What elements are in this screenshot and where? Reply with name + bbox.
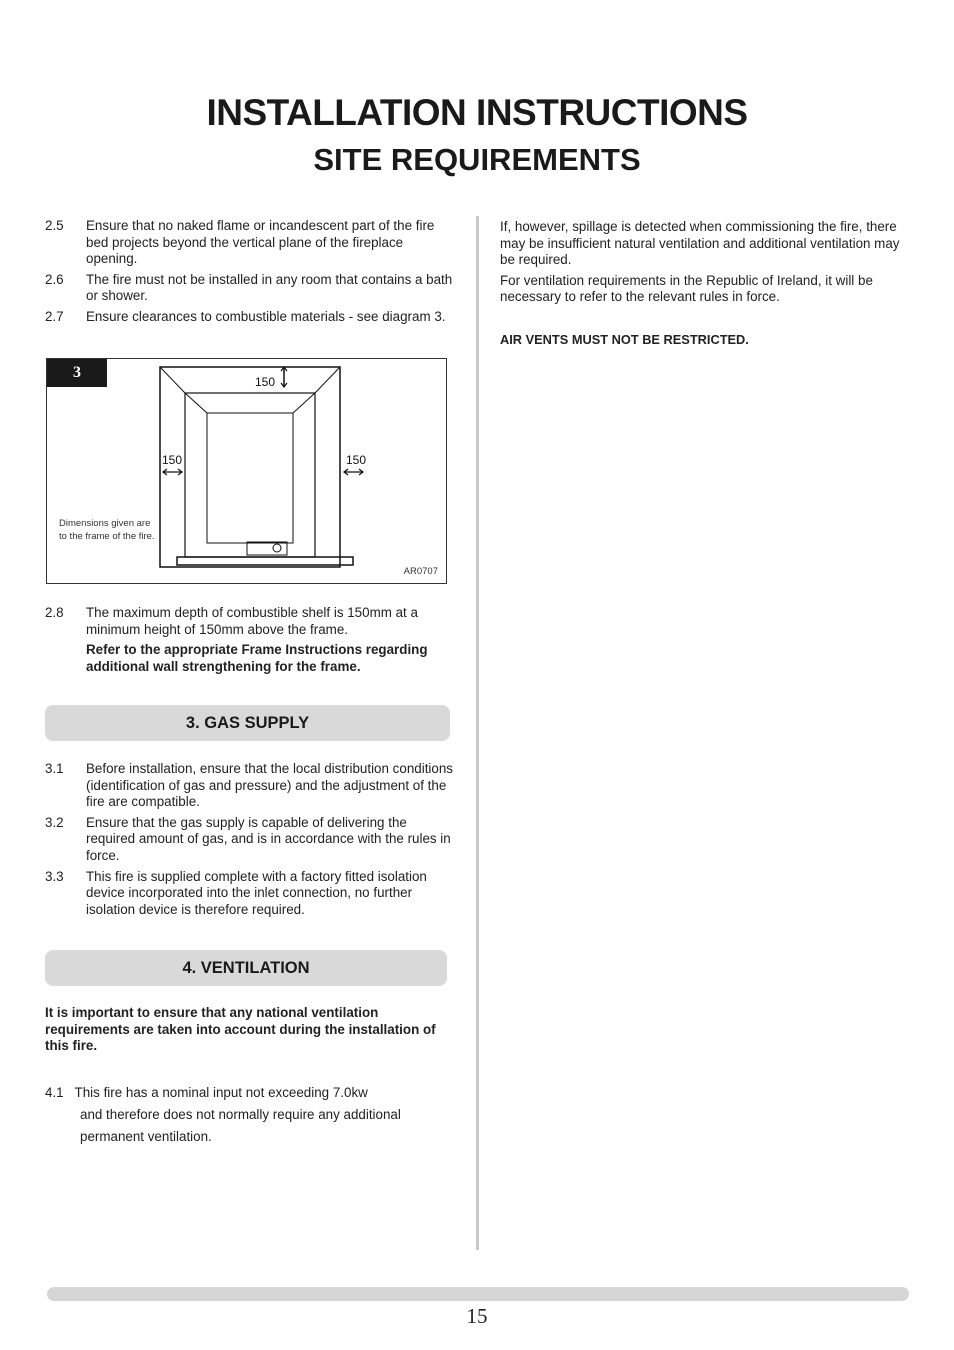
item-number: 4.1	[45, 1085, 64, 1100]
list-item	[45, 218, 453, 268]
figure-note: Dimensions given are to the frame of the fire.	[59, 518, 155, 542]
item-number: 2.6	[45, 271, 64, 287]
figure-code: AR0707	[403, 566, 438, 577]
ventilation-heading: 4. VENTILATION	[45, 950, 447, 986]
item-line: permanent ventilation.	[80, 1129, 212, 1144]
item-text: Ensure that no naked flame or incandescent part of the fire bed projects beyond the vertical plane of the fireplace opening.	[86, 218, 435, 267]
page-title: INSTALLATION INSTRUCTIONS	[206, 92, 748, 133]
item-text: The fire must not be installed in any room that contains a bath or shower.	[86, 271, 453, 304]
item-number: 3.3	[45, 868, 64, 884]
ireland-paragraph: For ventilation requirements in the Republic of Ireland, it will be necessary to refer to the relevant rules in force.	[500, 272, 873, 305]
item-number: 2.5	[45, 218, 64, 233]
clearance-diagram	[46, 358, 447, 584]
gas-supply-list	[45, 761, 453, 922]
fireplace-frame-drawing	[47, 359, 446, 583]
air-vents-warning: AIR VENTS MUST NOT BE RESTRICTED.	[500, 331, 749, 347]
item-number: 3.2	[45, 814, 64, 830]
list-item	[45, 309, 453, 326]
dimension-right: 150	[346, 453, 367, 467]
ventilation-intro: It is important to ensure that any national ventilation requirements are taken into account during the installation of this fire.	[45, 1005, 436, 1054]
spillage-paragraph: If, however, spillage is detected when commissioning the fire, there may be insufficient natural ventilation and additional ventilation may be required.	[500, 219, 900, 268]
page-number: 15	[466, 1304, 488, 1328]
item-text: This fire is supplied complete with a factory fitted isolation device incorporated into the inlet connection, no further isolation device is therefore required.	[86, 868, 427, 917]
item-number: 3.1	[45, 761, 64, 776]
figure-number-badge: 3	[47, 359, 107, 387]
ventilation-item	[45, 1082, 453, 1148]
list-item	[45, 815, 453, 865]
item-text: Ensure that the gas supply is capable of delivering the required amount of gas, and is in accordance with the rules in force.	[86, 814, 451, 863]
item-text: Before installation, ensure that the local distribution conditions (identification of gas and pressure) and the adjustment of the fire are compatible.	[86, 761, 453, 810]
right-column	[500, 219, 900, 353]
frame-note: Refer to the appropriate Frame Instructions regarding additional wall strengthening for the frame.	[86, 642, 428, 674]
item-number: 2.8	[45, 605, 64, 620]
list-item	[45, 605, 453, 638]
item-text: Ensure clearances to combustible materials - see diagram 3.	[86, 308, 446, 324]
dimension-top: 150	[255, 375, 276, 389]
dimension-left: 150	[162, 453, 183, 467]
list-item	[45, 761, 453, 811]
page-subtitle: SITE REQUIREMENTS	[313, 142, 641, 177]
left-column	[45, 218, 453, 330]
list-item	[45, 869, 453, 919]
footer-bar	[47, 1287, 909, 1301]
list-item	[45, 642, 453, 675]
item-line: 4.1 This fire has a nominal input not exceeding 7.0kw	[45, 1085, 368, 1100]
gas-supply-heading: 3. GAS SUPPLY	[45, 705, 450, 741]
list-item	[45, 272, 453, 305]
item-text: The maximum depth of combustible shelf is 150mm at a minimum height of 150mm above the frame.	[86, 605, 418, 637]
shelf-section	[45, 605, 453, 679]
item-number: 2.7	[45, 308, 64, 324]
item-line: and therefore does not normally require any additional	[80, 1107, 401, 1122]
column-divider	[476, 216, 479, 1250]
